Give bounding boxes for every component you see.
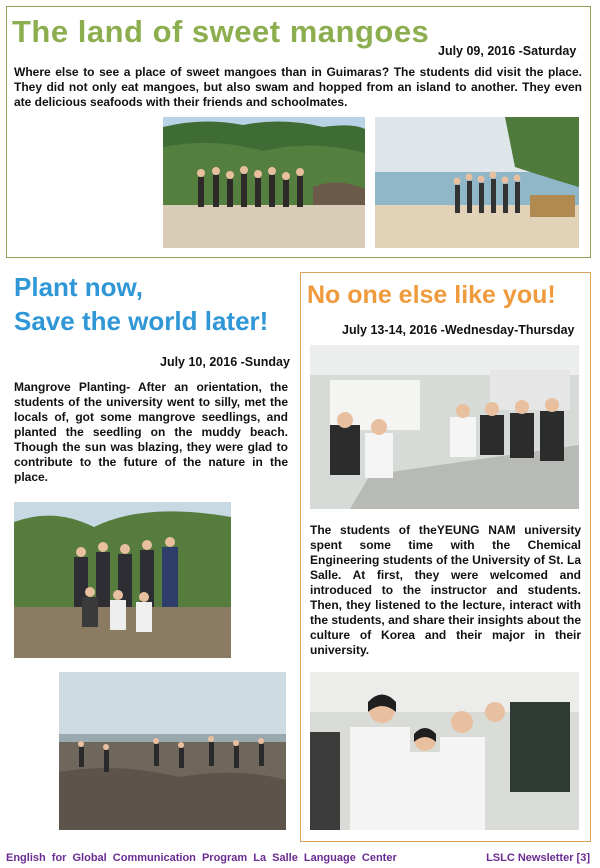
exchange-date: July 13-14, 2016 -Wednesday-Thursday <box>342 323 575 337</box>
mangoes-body: Where else to see a place of sweet mangoes than in Guimaras? The students did visit the place. They did not only eat mangoes, but also swam and hopped from an island to another. They even ate delicious seafoods with their friends and schoolmates. <box>14 65 582 109</box>
mangoes-date: July 09, 2016 -Saturday <box>438 44 577 58</box>
planting-title-line1: Plant now, <box>14 272 144 302</box>
page-footer <box>0 848 600 868</box>
instructor-students-photo <box>310 672 579 830</box>
beach-group-photo <box>375 117 579 248</box>
mangrove-group-photo <box>14 502 231 658</box>
footer-program-name: English for Global Communication Program La Salle Language Center <box>6 852 397 864</box>
island-group-photo <box>163 117 365 248</box>
mudflat-planting-photo <box>59 672 286 830</box>
planting-body: Mangrove Planting- After an orientation, the students of the university went to silly, met the locals of, got some mangrove seedlings, and planted the seedling on the muddy beach. Though the sun was blazing, they were glad to contribute to the future of the nature in the place. <box>14 380 288 484</box>
laboratory-class-photo <box>310 345 579 509</box>
exchange-title: No one else like you! <box>307 281 556 309</box>
planting-date: July 10, 2016 -Sunday <box>160 355 290 369</box>
footer-newsletter-number: LSLC Newsletter [3] <box>486 852 590 864</box>
mangoes-title: The land of sweet mangoes <box>12 14 430 49</box>
planting-title-line2: Save the world later! <box>14 306 269 336</box>
exchange-body: The students of theYEUNG NAM university spent some time with the Chemical Engineering students of the University of St. La Salle. At first, they were welcomed and introduced to the instructor and students. Then, they listened to the lecture, interact with the students, and share their insights about the culture of Korea and their major in their university. <box>310 523 581 657</box>
